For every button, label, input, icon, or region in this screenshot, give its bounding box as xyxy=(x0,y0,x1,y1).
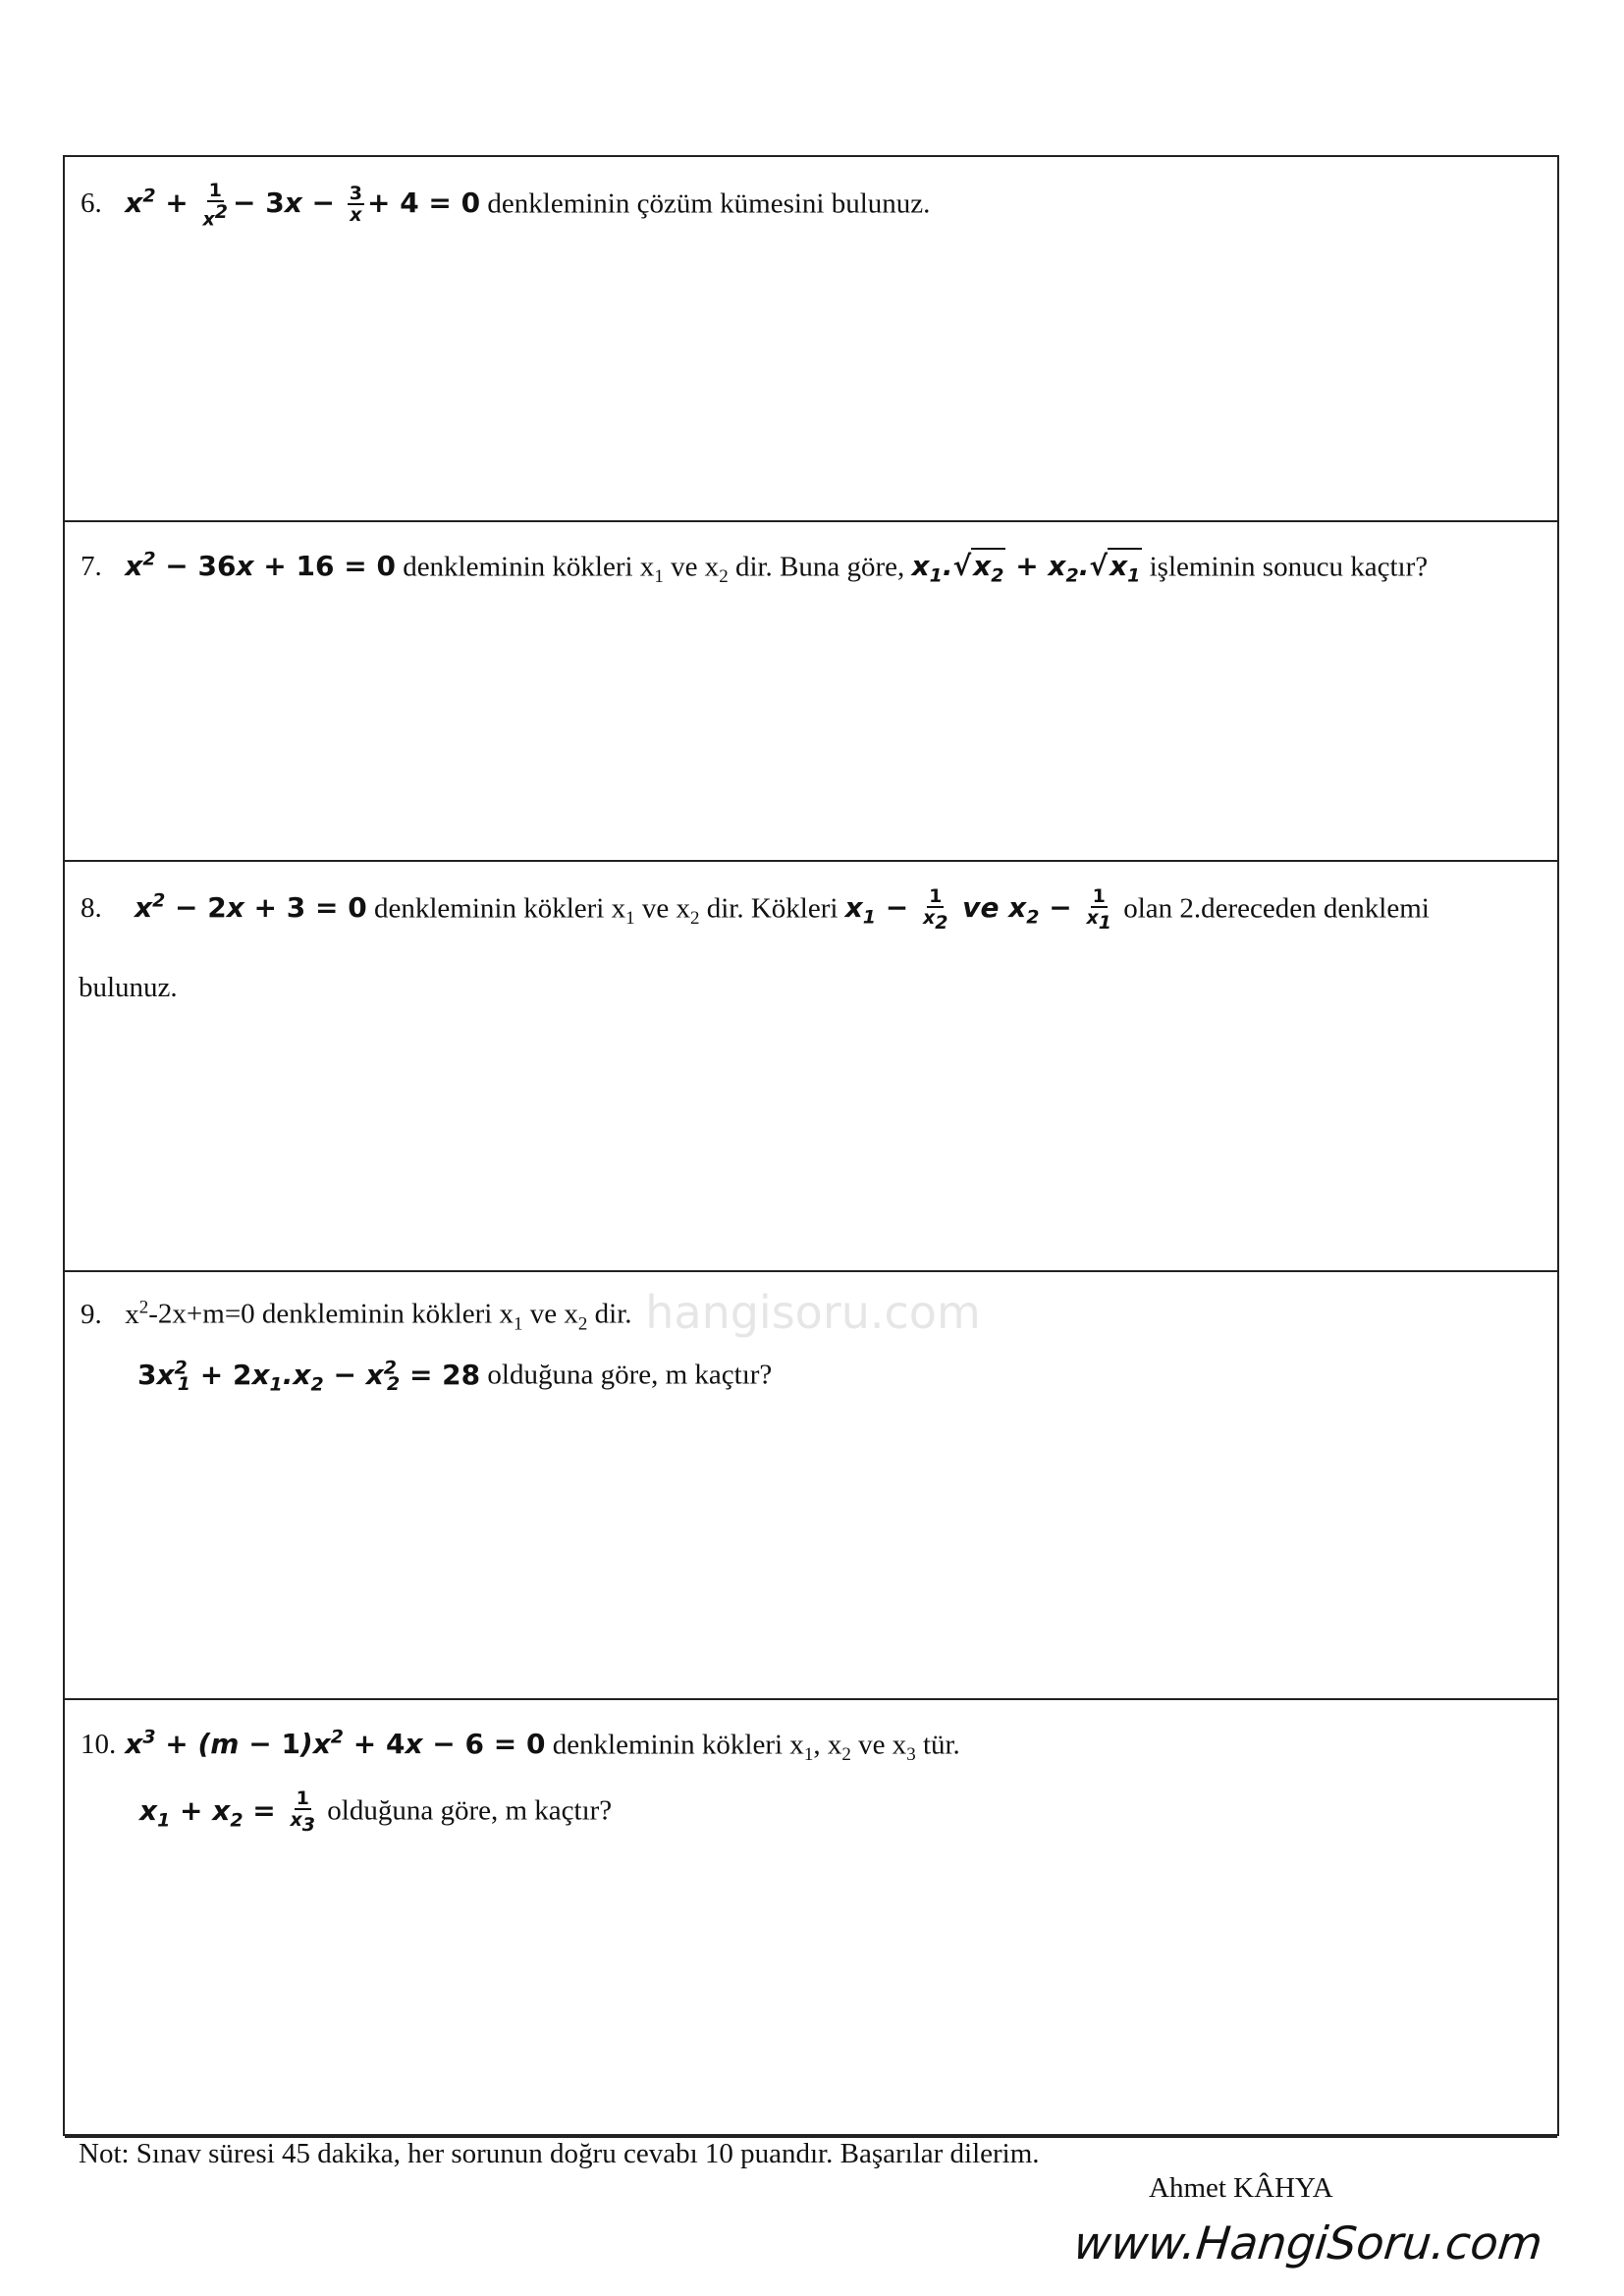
question-number: 8. xyxy=(81,892,102,925)
question-10-line2 xyxy=(139,1789,960,1840)
question-7-box xyxy=(65,522,1557,862)
question-text: ve x xyxy=(850,1729,907,1761)
question-text: -2x+m=0 denkleminin kökleri x xyxy=(148,1298,514,1330)
question-text: dir. Kökleri xyxy=(699,892,845,925)
question-9-line2 xyxy=(137,1348,772,1404)
expression: $x_1 + x_2$ = $\frac{1}{x_3}$ xyxy=(139,1788,316,1836)
question-number: 9. xyxy=(81,1298,102,1330)
question-text: tür. xyxy=(915,1729,960,1761)
question-text: denkleminin kökleri x xyxy=(373,892,626,925)
question-text: ve x xyxy=(522,1298,578,1330)
question-text: ve x xyxy=(634,892,690,925)
question-number: 7. xyxy=(81,551,102,583)
question-6 xyxy=(81,177,930,229)
question-text: işleminin sonucu kaçtır? xyxy=(1142,551,1429,583)
question-text: dir. Buna göre, xyxy=(728,551,912,583)
question-text: , x xyxy=(813,1729,842,1761)
site-logo[interactable]: www.HangiSoru.com xyxy=(1071,2216,1545,2269)
question-8-box xyxy=(65,862,1557,1272)
question-text: denkleminin kökleri x xyxy=(403,551,655,583)
question-text: denkleminin çözüm kümesini bulunuz. xyxy=(487,187,931,220)
question-7: 7. $x^2 - 36x + 16 = 0$ denkleminin kökleri $x_1$ ve $x_2$ dir. Buna göre, $x_1.√x_2 + x_2.√x_1$ işleminin sonucu kaçtır? xyxy=(81,549,1429,588)
question-text: bulunuz. xyxy=(79,972,178,1004)
equation: $x^3 + (m - 1)x^2 + 4x - 6 = 0$ xyxy=(125,1727,546,1761)
question-number: 10. xyxy=(81,1729,117,1761)
question-text: dir. xyxy=(587,1298,632,1330)
question-text: olduğuna göre, m kaçtır? xyxy=(480,1359,773,1391)
exam-note: Not: Sınav süresi 45 dakika, her sorunun doğru cevabı 10 puandır. Başarılar dilerim. xyxy=(79,2138,1040,2169)
watermark: hangisoru.com xyxy=(645,1286,981,1339)
question-text: denkleminin kökleri x xyxy=(545,1729,804,1761)
question-text: olduğuna göre, m kaçtır? xyxy=(320,1794,613,1827)
expression: $x_1$ − $\frac{1}{x_2}$ ve $x_2$ − $\frac{1}{x_1}$ xyxy=(844,884,1111,934)
equation: $x^2$ + $\frac{1}{x^2}$ − 3x − $\frac{3}{x}$ + 4 = 0 xyxy=(125,179,481,230)
exam-sheet xyxy=(63,155,1559,2136)
question-number: 6. xyxy=(81,187,102,220)
author-name: Ahmet KÂHYA xyxy=(1149,2172,1333,2204)
question-text: ve x xyxy=(663,551,720,583)
expression: $x_1.√x_2 + x_2.√x_1$ xyxy=(911,550,1141,587)
equation: $x^2 - 2x + 3 = 0$ xyxy=(125,890,367,925)
equation: $x^2 - 36x + 16 = 0$ xyxy=(125,549,396,583)
question-9: 9. $x^2-2x+m=0$ denkleminin kökleri $x_1$ ve $x_2$ dir. $3x^2_1 + 2x_1.x_2 - x^2_2 = 28$ olduğuna göre, m kaçtır? xyxy=(81,1288,772,1404)
question-10: 10. $x^3 + (m - 1)x^2 + 4x - 6 = 0$ denkleminin kökleri $x_1$, $x_2$ ve $x_3$ tür. $x_1 + x_2$ = $\frac{1}{x_3}$ olduğuna göre, m kaçtır? xyxy=(81,1718,960,1840)
question-10-box xyxy=(65,1700,1557,2138)
question-6-box xyxy=(65,157,1557,522)
question-text: olan 2.dereceden denklemi xyxy=(1115,892,1430,925)
expression: $3x^2_1 + 2x_1.x_2 - x^2_2 = 28$ xyxy=(137,1357,481,1396)
question-8: 8. $x^2 - 2x + 3 = 0$ denkleminin kökleri $x_1$ ve $x_2$ dir. Kökleri $x_1$ − $\frac{1}{x_2}$ ve $x_2$ − $\frac{1}{x_1}$ olan 2.dereceden denklemi bulunuz. xyxy=(81,881,1430,1007)
equation-plain: $x^2$ xyxy=(125,1297,149,1330)
